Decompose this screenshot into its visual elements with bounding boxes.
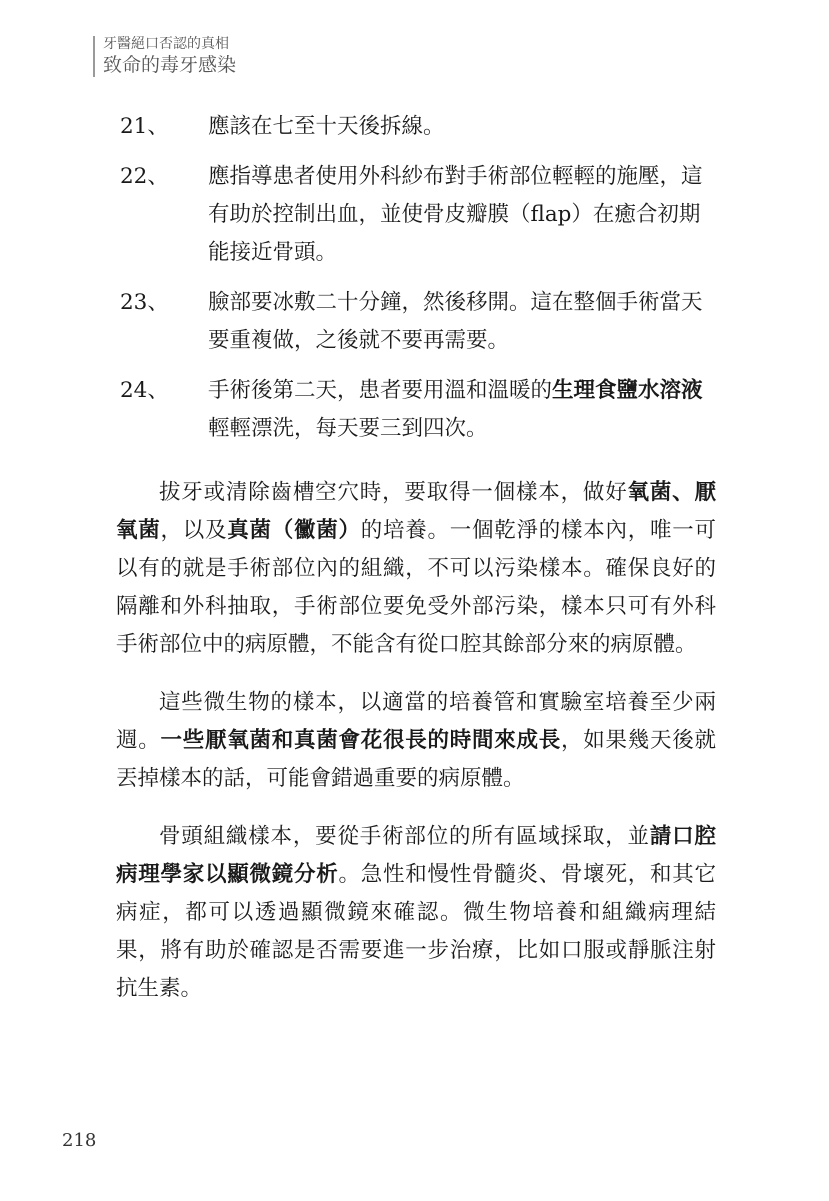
- book-subtitle: 牙醫絕口否認的真相: [103, 36, 229, 52]
- list-item: [120, 158, 716, 272]
- paragraph: [116, 684, 716, 798]
- paragraph-text: ，以及: [160, 518, 228, 543]
- book-title: 致命的毒牙感染: [103, 53, 237, 76]
- page-number: 218: [62, 1130, 97, 1151]
- paragraph-text-bold: 一些厭氧菌和真菌會花很長的時間來成長: [160, 728, 561, 753]
- paragraph-text: 骨頭組織樣本，要從手術部位的所有區域採取，並: [159, 824, 650, 849]
- paragraph-text: 的培養。一個乾淨的樣本內，唯一可以有的就是手術部位內的組織，不可以污染樣本。確保良好的隔離和外科抽取，手術部位要免受外部污染，樣本只可有外科手術部位中的病原體，不能含有從口腔其餘部分來的病原體。: [116, 518, 716, 657]
- paragraph-text: 拔牙或清除齒槽空穴時，要取得一個樣本，做好: [159, 480, 628, 505]
- page-body: [116, 108, 716, 1028]
- paragraph-text: ，如果幾天後就丟掉樣本的話，可能會錯過重要的病原體。: [116, 728, 716, 791]
- list-item: [120, 372, 716, 448]
- list-item-text: 應該在七至十天後拆線。: [208, 114, 445, 139]
- paragraph: [116, 818, 716, 1008]
- numbered-list: [116, 108, 716, 448]
- list-item-number: 21、: [120, 114, 169, 139]
- list-item-number: 22、: [120, 164, 169, 189]
- paragraph-text-bold: 真菌（黴菌）: [227, 518, 361, 543]
- list-item-text: 應指導患者使用外科紗布對手術部位輕輕的施壓，這有助於控制出血，並使骨皮瓣膜（flap）在癒合初期能接近骨頭。: [208, 164, 703, 265]
- paragraph: [116, 474, 716, 664]
- list-item: [120, 284, 716, 360]
- paragraph-text-bold: 請口腔病理學家以顯微鏡分析: [116, 824, 716, 887]
- running-head: [93, 36, 236, 77]
- list-item-text: 手術後第二天，患者要用溫和溫暖的: [208, 378, 553, 403]
- list-item-text: 臉部要冰敷二十分鐘，然後移開。這在整個手術當天要重複做，之後就不要再需要。: [208, 290, 703, 353]
- paragraph-text: 。急性和慢性骨髓炎、骨壞死，和其它病症，都可以透過顯微鏡來確認。微生物培養和組織病理結果，將有助於確認是否需要進一步治療，比如口服或靜脈注射抗生素。: [116, 862, 716, 1001]
- list-item-text: 輕輕漂洗，每天要三到四次。: [208, 416, 488, 441]
- list-item-number: 23、: [120, 290, 169, 315]
- list-item-text-bold: 生理食鹽水溶液: [552, 378, 703, 403]
- paragraph-text: 這些微生物的樣本，以適當的培養管和實驗室培養至少兩週。: [116, 690, 716, 753]
- list-item-number: 24、: [120, 378, 169, 403]
- paragraph-text-bold: 氧菌、厭氧菌: [116, 480, 716, 543]
- list-item: [120, 108, 716, 146]
